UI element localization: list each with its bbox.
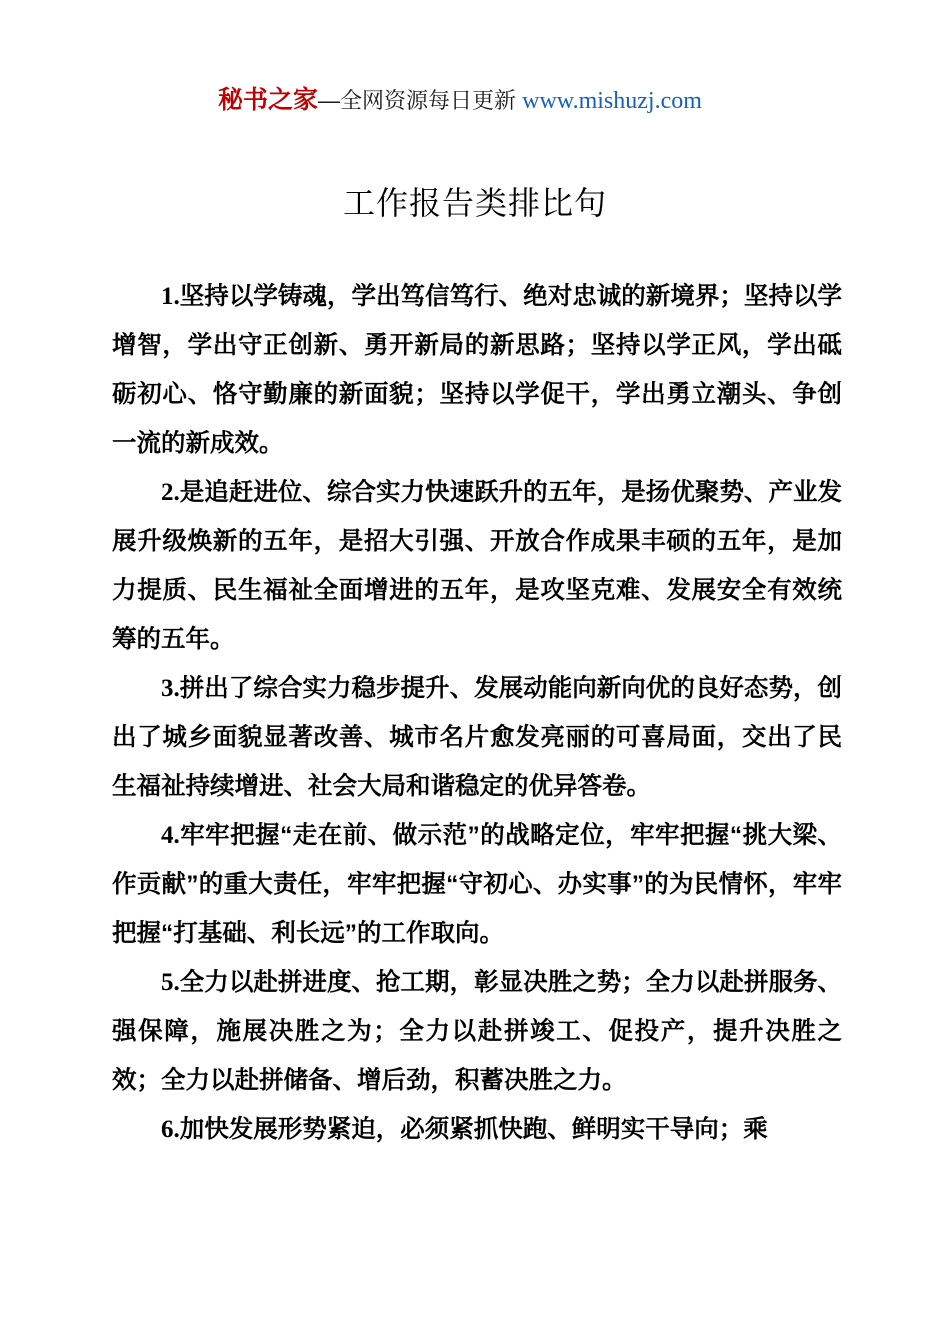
document-body xyxy=(112,272,842,1154)
paragraph-text: 拼出了综合实力稳步提升、发展动能向新向优的良好态势，创出了城乡面貌显著改善、城市名片愈发亮丽的可喜局面，交出了民生福祉持续增进、社会大局和谐稳定的优异答卷。 xyxy=(112,675,842,800)
paragraph-number: 3. xyxy=(161,675,180,702)
site-tagline: —全网资源每日更新 xyxy=(318,88,523,113)
paragraph-6 xyxy=(112,1105,842,1154)
site-brand: 秘书之家 xyxy=(218,87,319,114)
paragraph-text: 坚持以学铸魂，学出笃信笃行、绝对忠诚的新境界；坚持以学增智，学出守正创新、勇开新局的新思路；坚持以学正风，学出砥砺初心、恪守勤廉的新面貌；坚持以学促干，学出勇立潮头、争创一流的新成效。 xyxy=(112,283,842,457)
paragraph-4 xyxy=(112,811,842,958)
paragraph-3 xyxy=(112,664,842,811)
paragraph-number: 6. xyxy=(161,1116,180,1143)
site-header xyxy=(218,88,702,113)
paragraph-number: 1. xyxy=(161,283,180,310)
paragraph-number: 4. xyxy=(161,822,180,849)
paragraph-number: 2. xyxy=(161,479,180,506)
paragraph-text: 牢牢把握“走在前、做示范”的战略定位，牢牢把握“挑大梁、作贡献”的重大责任，牢牢把握“守初心、办实事”的为民情怀，牢牢把握“打基础、利长远”的工作取向。 xyxy=(112,822,842,947)
page-title: 工作报告类排比句 xyxy=(342,185,607,221)
paragraph-2 xyxy=(112,468,842,664)
paragraph-text: 是追赶进位、综合实力快速跃升的五年，是扬优聚势、产业发展升级焕新的五年，是招大引强、开放合作成果丰硕的五年，是加力提质、民生福祉全面增进的五年，是攻坚克难、发展安全有效统筹的五年。 xyxy=(112,479,842,653)
paragraph-5 xyxy=(112,958,842,1105)
paragraph-text: 加快发展形势紧迫，必须紧抓快跑、鲜明实干导向；乘 xyxy=(179,1116,768,1143)
paragraph-1 xyxy=(112,272,842,468)
paragraph-text: 全力以赴拼进度、抢工期，彰显决胜之势；全力以赴拼服务、强保障，施展决胜之为；全力以赴拼竣工、促投产，提升决胜之效；全力以赴拼储备、增后劲，积蓄决胜之力。 xyxy=(112,969,842,1094)
paragraph-number: 5. xyxy=(161,969,180,996)
site-url[interactable]: www.mishuzj.com xyxy=(522,88,702,114)
